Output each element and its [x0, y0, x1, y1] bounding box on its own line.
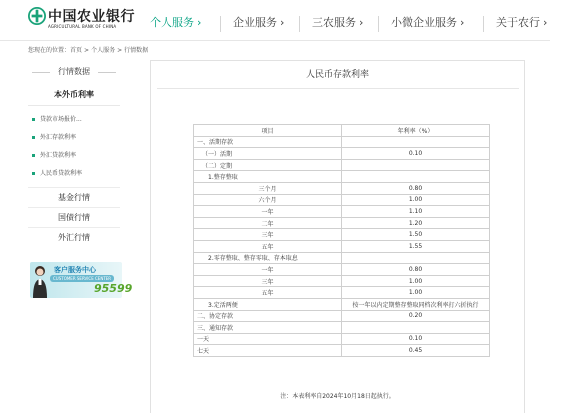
rate-item-cell: 七天 [194, 345, 342, 357]
sidebar-item-fx-loan-rates[interactable]: 外汇贷款利率 [28, 147, 120, 165]
table-row [194, 229, 490, 241]
breadcrumb-personal[interactable]: 个人服务 [91, 47, 116, 54]
breadcrumb-market-data[interactable]: 行情数据 [124, 47, 149, 54]
deposit-rate-table [193, 124, 490, 357]
rate-item-cell: 一年 [194, 206, 342, 218]
chevron-right-icon: › [197, 16, 202, 29]
table-row [194, 310, 490, 322]
rate-value-cell: 0.20 [342, 310, 490, 322]
nav-divider [483, 16, 484, 32]
customer-service-title: 客户服务中心 [54, 266, 96, 274]
rate-item-cell: 五年 [194, 240, 342, 252]
table-row [194, 264, 490, 276]
rate-item-cell: 三年 [194, 275, 342, 287]
nav-label: 小微企业服务 [391, 16, 457, 29]
customer-service-english: CUSTOMER SERVICE CENTER [50, 275, 114, 282]
sidebar-link-list [28, 106, 120, 183]
rate-value-cell: 按一年以内定期整存整取同档次利率打六折执行 [342, 298, 490, 310]
abc-emblem-icon [28, 7, 46, 25]
rate-value-cell [342, 136, 490, 148]
sidebar-heading: 行情数据 [28, 60, 120, 84]
table-row [194, 194, 490, 206]
rate-item-cell: 六个月 [194, 194, 342, 206]
rate-item-cell: 2.零存整取、整存零取、存本取息 [194, 252, 342, 264]
rate-value-cell: 1.50 [342, 229, 490, 241]
sidebar-item-fx-deposit-rates[interactable]: 外汇存款利率 [28, 129, 120, 147]
table-row [194, 287, 490, 299]
chevron-right-icon: › [460, 16, 465, 29]
rate-item-cell: （二）定期 [194, 159, 342, 171]
nav-enterprise-services[interactable] [229, 0, 299, 40]
rate-item-cell: 三个月 [194, 182, 342, 194]
header-divider [0, 40, 550, 41]
sidebar-item-lpr[interactable]: 贷款市场报价... [28, 111, 120, 129]
sidebar-item-bonds[interactable]: 国债行情 [28, 207, 120, 227]
rate-value-cell: 0.80 [342, 182, 490, 194]
sidebar-item-rmb-loan-rates[interactable]: 人民币贷款利率 [28, 165, 120, 183]
table-header-row [194, 125, 490, 137]
nav-divider [378, 16, 379, 32]
nav-label: 个人服务 [150, 16, 194, 29]
nav-small-business-services[interactable] [387, 0, 483, 40]
rate-item-cell: 二年 [194, 217, 342, 229]
chevron-right-icon: › [543, 16, 548, 29]
breadcrumb-home[interactable]: 首页 [70, 47, 83, 54]
nav-divider [299, 16, 300, 32]
rate-item-cell: 一、活期存款 [194, 136, 342, 148]
service-agent-icon [32, 264, 48, 298]
main-nav [150, 0, 562, 40]
sidebar-item-forex[interactable]: 外汇行情 [28, 227, 120, 247]
table-row [194, 136, 490, 148]
sidebar-item-funds[interactable]: 基金行情 [28, 187, 120, 207]
title-divider [157, 88, 519, 89]
rate-value-cell [342, 322, 490, 334]
rate-value-cell: 0.10 [342, 148, 490, 160]
nav-personal-services[interactable] [150, 0, 220, 40]
rate-value-cell [342, 171, 490, 183]
table-row [194, 298, 490, 310]
rate-item-cell: 3.定活两便 [194, 298, 342, 310]
table-row [194, 159, 490, 171]
table-row [194, 333, 490, 345]
table-row [194, 171, 490, 183]
table-row [194, 252, 490, 264]
abc-logo[interactable] [28, 6, 133, 36]
rate-value-cell: 1.20 [342, 217, 490, 229]
nav-agriculture-services[interactable] [308, 0, 378, 40]
table-row [194, 345, 490, 357]
rate-item-cell: 三年 [194, 229, 342, 241]
rate-value-cell: 0.45 [342, 345, 490, 357]
rate-value-cell [342, 159, 490, 171]
logo-english-text: AGRICULTURAL BANK OF CHINA [48, 24, 117, 29]
chevron-right-icon: › [280, 16, 285, 29]
table-body [194, 136, 490, 356]
breadcrumb-separator: > [84, 47, 90, 54]
table-row [194, 182, 490, 194]
rate-value-cell: 1.00 [342, 287, 490, 299]
table-row [194, 217, 490, 229]
page-title: 人民币存款利率 [305, 70, 369, 80]
nav-label: 企业服务 [233, 16, 277, 29]
rate-item-cell: 1.整存整取 [194, 171, 342, 183]
breadcrumb-prefix: 您现在的位置： [28, 47, 71, 54]
rate-item-cell: 三、通知存款 [194, 322, 342, 334]
rate-value-cell: 1.00 [342, 194, 490, 206]
rate-value-cell: 1.10 [342, 206, 490, 218]
customer-service-number: 95599 [94, 282, 133, 295]
breadcrumb-separator: > [117, 47, 123, 54]
sidebar-subheading[interactable]: 本外币利率 [28, 84, 120, 106]
effective-date-note: 注：本表利率自2024年10月18日起执行。 [280, 393, 395, 400]
nav-label: 关于农行 [496, 16, 540, 29]
column-header-item: 项目 [194, 125, 342, 137]
nav-label: 三农服务 [312, 16, 356, 29]
rate-item-cell: 一天 [194, 333, 342, 345]
main-content [150, 60, 525, 413]
rate-item-cell: 一年 [194, 264, 342, 276]
rate-item-cell: （一）活期 [194, 148, 342, 160]
table-row [194, 148, 490, 160]
table-row [194, 206, 490, 218]
table-row [194, 322, 490, 334]
logo-chinese-text: 中国农业银行 [48, 9, 135, 25]
rate-value-cell [342, 252, 490, 264]
chevron-right-icon: › [359, 16, 364, 29]
rate-value-cell: 1.55 [342, 240, 490, 252]
column-header-rate: 年利率（%） [342, 125, 490, 137]
rate-value-cell: 1.00 [342, 275, 490, 287]
sidebar [28, 60, 120, 247]
site-header [0, 0, 550, 40]
rate-item-cell: 二、协定存款 [194, 310, 342, 322]
table-row [194, 275, 490, 287]
table-row [194, 240, 490, 252]
rate-value-cell: 0.10 [342, 333, 490, 345]
rate-value-cell: 0.80 [342, 264, 490, 276]
customer-service-banner[interactable] [30, 262, 133, 298]
nav-about-abc[interactable] [492, 0, 562, 40]
breadcrumb [28, 45, 148, 54]
rate-item-cell: 五年 [194, 287, 342, 299]
nav-divider [220, 16, 221, 32]
